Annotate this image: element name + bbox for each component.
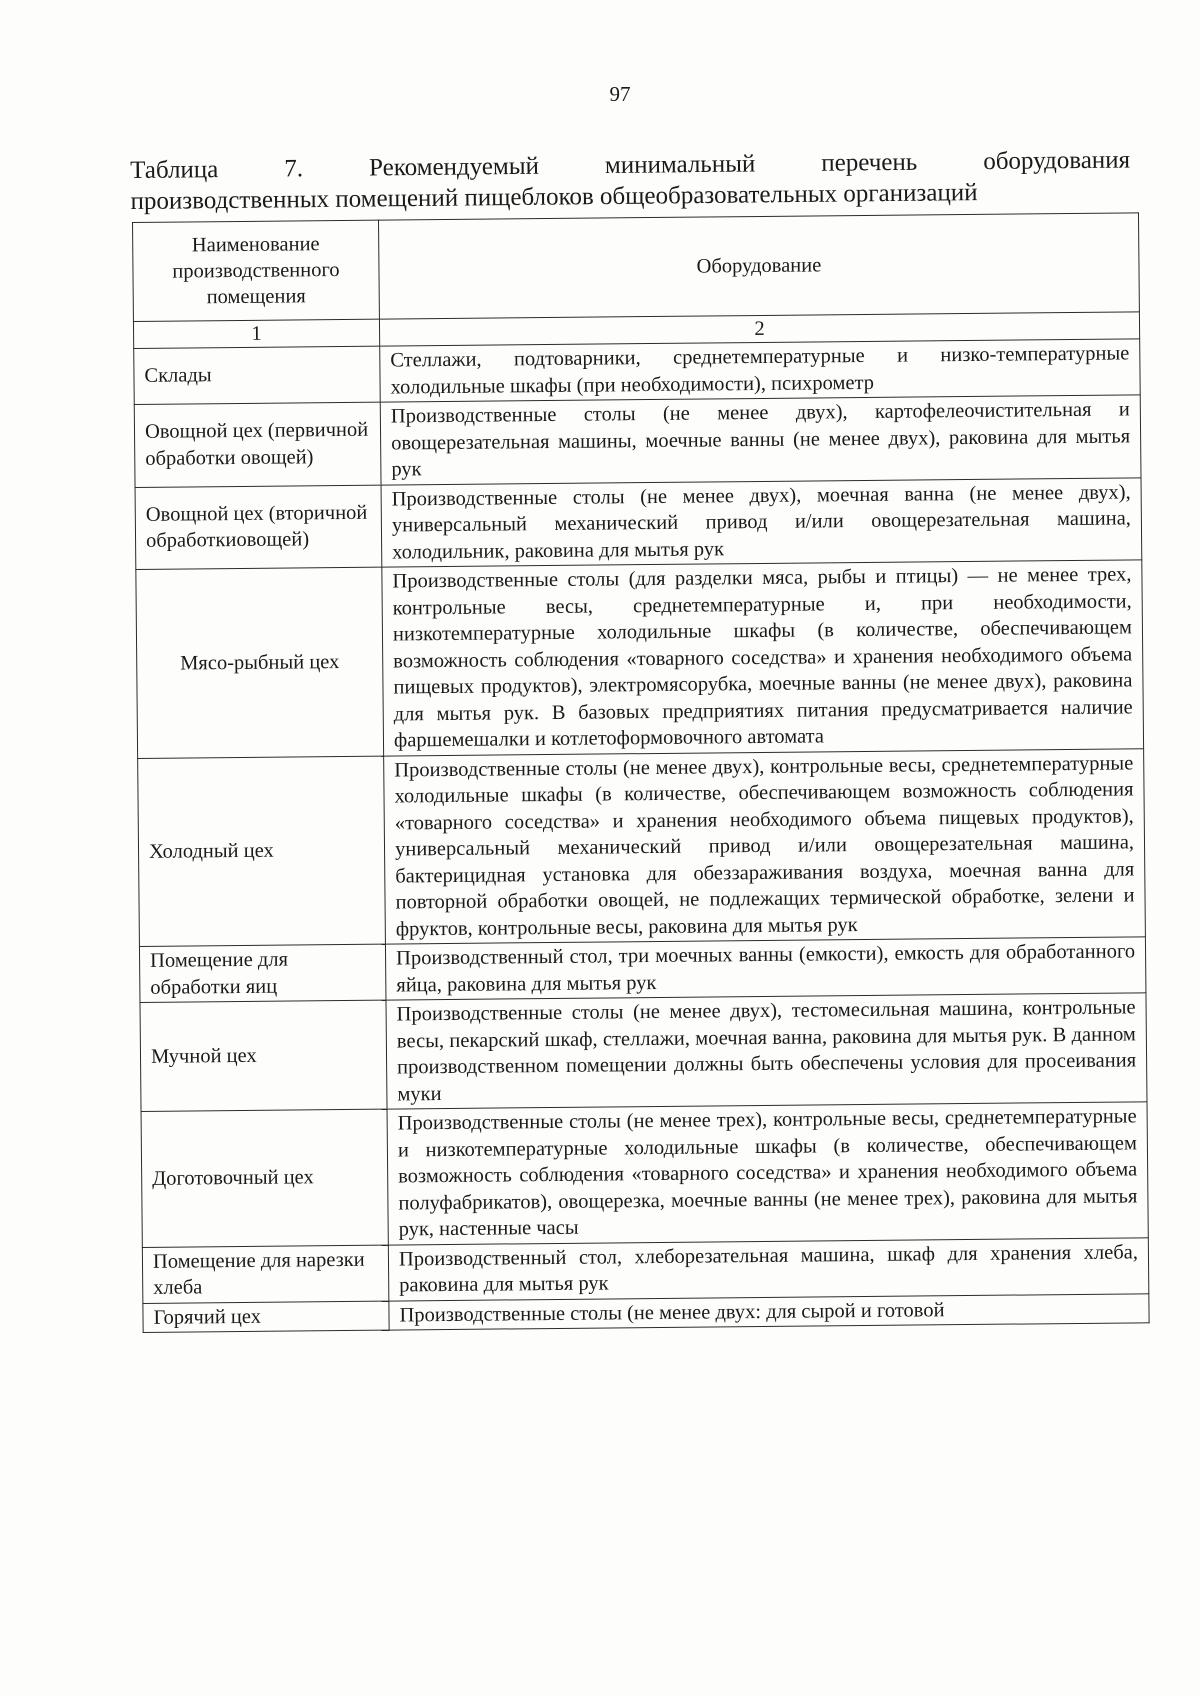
room-cell: Помещение для обработки яиц bbox=[139, 944, 386, 1002]
table-row bbox=[139, 937, 1145, 1003]
equipment-cell: Производственные столы (не менее двух: для сырой и готовой bbox=[389, 1293, 1149, 1330]
equipment-cell: Производственные столы (не менее двух), контрольные весы, среднетемпературные холодильные шкафы (в количестве, обеспечивающем возможность соблюдения «товарного соседства» и хранения необходимого объема пищевых продуктов), универсальный механический привод и/или овощерезательная машина, бактерицидная установка для обеззараживания воздуха, моечная ванна для повторной обработки овощей, не подлежащих термической обработке, зелени и фруктов, контрольные весы, раковина для мытья рук bbox=[384, 748, 1146, 944]
equipment-cell: Производственный стол, хлеборезательная машина, шкаф для хранения хлеба, раковина для мытья рук bbox=[388, 1237, 1149, 1300]
equipment-table-wrapper bbox=[132, 212, 1149, 1333]
table-caption bbox=[130, 145, 1131, 217]
room-cell: Мясо-рыбный цех bbox=[136, 567, 384, 758]
table-row bbox=[142, 1237, 1148, 1303]
page-number: 97 bbox=[609, 82, 631, 106]
caption-word: Таблица bbox=[130, 156, 219, 184]
room-cell: Горячий цех bbox=[143, 1301, 389, 1333]
table-row bbox=[141, 1102, 1148, 1247]
header-room-name: Наименование производственного помещения bbox=[133, 220, 380, 321]
equipment-cell: Производственный стол, три моечных ванны (емкости), емкость для обработанного яйца, раковина для мытья рук bbox=[385, 937, 1146, 1000]
caption-word: 7. bbox=[284, 155, 304, 183]
room-cell: Мучной цех bbox=[140, 1000, 387, 1111]
equipment-cell: Производственные столы (не менее двух), картофелеочистительная и овощерезательная машины, моечные ванны (не менее двух), раковина для мытья рук bbox=[380, 395, 1141, 485]
caption-word: Рекомендуемый bbox=[368, 152, 540, 182]
equipment-cell: Производственные столы (не менее двух), моечная ванна (не менее двух), универсальный механический привод и/или овощерезательная машина, холодильник, раковина для мытья рук bbox=[381, 477, 1142, 567]
room-cell: Овощной цех (первичной обработки овощей) bbox=[134, 402, 381, 487]
table-row bbox=[134, 339, 1140, 405]
column-number-2: 2 bbox=[379, 312, 1139, 346]
equipment-cell: Производственные столы (для разделки мяса, рыбы и птицы) — не менее трех, контрольные весы, среднетемпературные и, при необходимости, низкотемпературные холодильные шкафы (в количестве, обеспечивающем возможность соблюдения «товарного соседства» и хранения необходимого объема пищевых продуктов), электромясорубка, моечные ванны (не менее двух), раковина для мытья рук. В базовых предприятиях питания предусматривается наличие фаршемешалки и котлетоформовочного автомата bbox=[382, 560, 1144, 756]
equipment-cell: Производственные столы (не менее трех), контрольные весы, среднетемпературные и низкотемпературные холодильные шкафы (в количестве, обеспечивающем возможность соблюдения «товарного соседства» и хранения необходимого объема полуфабрикатов), овощерезка, моечные ванны (не менее трех), раковина для мытья рук, настенные часы bbox=[387, 1102, 1148, 1245]
room-cell: Склады bbox=[134, 346, 381, 404]
table-row bbox=[136, 560, 1144, 758]
column-number-1: 1 bbox=[133, 319, 379, 348]
room-cell: Доготовочный цех bbox=[141, 1109, 388, 1247]
room-cell: Холодный цех bbox=[138, 756, 386, 947]
room-cell: Помещение для нарезки хлеба bbox=[142, 1245, 389, 1303]
caption-word: перечень bbox=[821, 148, 918, 177]
equipment-cell: Стеллажи, подтоварники, среднетемпературные и низко-температурные холодильные шкафы (при необходимости), психрометр bbox=[380, 339, 1141, 402]
caption-word: оборудования bbox=[983, 146, 1131, 176]
caption-second-line: производственных помещений пищеблоков общеобразовательных организаций bbox=[130, 179, 978, 215]
table-row bbox=[135, 477, 1142, 569]
room-cell: Овощной цех (вторичной обработкиовощей) bbox=[135, 485, 382, 570]
table-header-row bbox=[133, 213, 1140, 322]
caption-word: минимальный bbox=[604, 150, 756, 180]
equipment-cell: Производственные столы (не менее двух), тестомесильная машина, контрольные весы, пекарский шкаф, стеллажи, моечная ванна, раковина для мытья рук. В данном производственном помещении должны быть обеспечены условия для просеивания муки bbox=[386, 993, 1147, 1109]
equipment-table bbox=[132, 212, 1150, 1333]
table-row bbox=[140, 993, 1147, 1112]
header-equipment: Оборудование bbox=[378, 213, 1139, 319]
table-row bbox=[138, 748, 1146, 946]
table-row bbox=[134, 395, 1141, 487]
